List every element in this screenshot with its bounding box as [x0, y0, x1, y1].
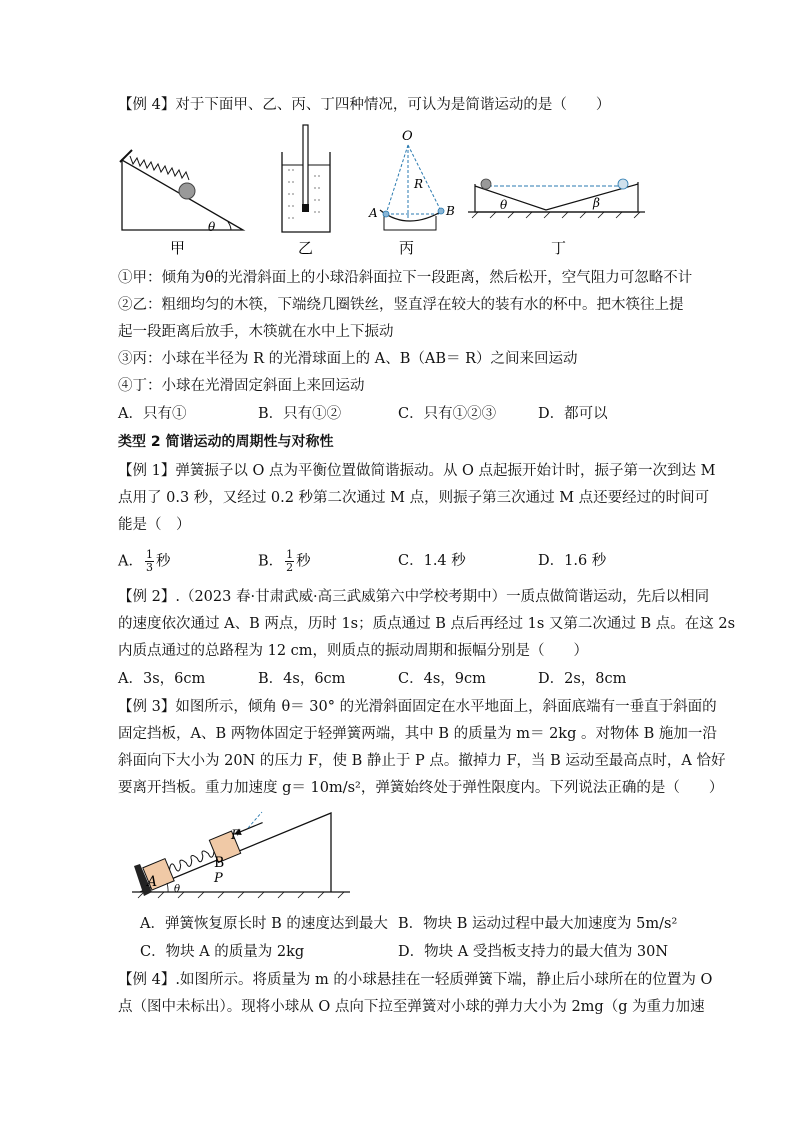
ex2-option-a: A．3s，6cm	[118, 671, 206, 687]
ex4a-item-2: ②乙：粗细均匀的木筷，下端绕几圈铁丝，竖直浮在较大的装有水的杯中。把木筷往上提	[118, 297, 684, 313]
ex2-option-d: D．2s，8cm	[538, 671, 627, 687]
ex4a-item-2-cont: 起一段距离后放手，木筷就在水中上下振动	[118, 324, 394, 340]
ex3-line-2: 固定挡板，A、B 两物体固定于轻弹簧两端，其中 B 的质量为 m＝ 2kg 。对物体 B 施加一沿	[118, 726, 717, 742]
label-yi: 乙	[298, 239, 314, 257]
figure-jia	[120, 150, 243, 257]
ex1-option-b-suffix: 秒	[296, 553, 311, 570]
ex4b-line-2: 点（图中未标出）。现将小球从 O 点向下拉至弹簧对小球的弹力大小为 2mg（g 为重力加速	[118, 999, 705, 1015]
ex1-option-a-suffix: 秒	[155, 553, 171, 570]
ex3-figure	[128, 806, 368, 906]
ex4a-option-c: C．只有①②③	[398, 406, 497, 422]
bing-R: R	[414, 177, 424, 191]
ex3-line-3: 斜面向下大小为 20N 的压力 F，使 B 静止于 P 点。撤掉力 F，当 B 运动至最高点时，A 恰好	[118, 753, 726, 769]
ex4a-option-d: D．都可以	[538, 406, 608, 422]
ex1-line-3: 能是（ ）	[118, 517, 191, 533]
ex3-line-4: 要离开挡板。重力加速度 g＝ 10m/s²，弹簧始终处于弹性限度内。下列说法正确的是（ ）	[118, 780, 724, 796]
ex1-option-b	[258, 549, 311, 574]
ex2-option-b: B．4s，6cm	[258, 671, 346, 687]
ex1-option-a	[118, 549, 170, 574]
ex1-option-b-prefix: B．	[258, 553, 284, 570]
ding-beta: β	[593, 196, 600, 210]
type2-heading: 类型 2 简谐运动的周期性与对称性	[118, 434, 334, 450]
ex1-option-c: C．1.4 秒	[398, 553, 466, 569]
ex4a-item-1: ①甲：倾角为θ的光滑斜面上的小球沿斜面拉下一段距离，然后松开，空气阻力可忽略不计	[118, 270, 693, 286]
ex3-option-d: D．物块 A 受挡板支持力的最大值为 30N	[398, 944, 669, 960]
ex3-fig-theta: θ	[174, 884, 181, 895]
ex3-fig-A: A	[147, 874, 158, 890]
ex2-line-1: 【例 2】.（2023 春·甘肃武威·高三武威第六中学校考期中）一质点做简谐运动，先后以相同	[118, 589, 710, 605]
label-jia: 甲	[170, 239, 186, 257]
ex3-fig-F: F	[231, 828, 241, 843]
label-ding: 丁	[551, 239, 567, 257]
ex4a-item-4: ④丁：小球在光滑固定斜面上来回运动	[118, 378, 365, 394]
figure-yi	[282, 125, 330, 257]
ex2-option-c: C．4s，9cm	[398, 671, 486, 687]
ding-theta: θ	[500, 198, 508, 212]
ex1-option-a-prefix: A．	[118, 553, 143, 570]
ex3-line-1: 【例 3】如图所示，倾角 θ＝ 30° 的光滑斜面固定在水平地面上，斜面底端有一垂直于斜面的	[118, 699, 717, 715]
bing-B: B	[446, 204, 455, 218]
label-bing: 丙	[399, 239, 415, 257]
figure-bing	[368, 129, 455, 257]
ex2-line-3: 内质点通过的总路程为 12 cm，则质点的振动周期和振幅分别是（ ）	[118, 643, 589, 659]
fraction-num: 1	[286, 548, 294, 561]
ex1-line-1: 【例 1】弹簧振子以 O 点为平衡位置做简谐振动。从 O 点起振开始计时，振子第一次到达 M	[118, 463, 716, 479]
ex3-option-c: C．物块 A 的质量为 2kg	[140, 944, 305, 960]
ex4a-option-a: A．只有①	[118, 406, 187, 422]
ex3-fig-B: B	[214, 855, 225, 871]
ex4a-option-b: B．只有①②	[258, 406, 342, 422]
figure-ding	[468, 179, 645, 257]
ex3-option-a: A．弹簧恢复原长时 B 的速度达到最大	[140, 916, 388, 932]
ex4b-line-1: 【例 4】.如图所示。将质量为 m 的小球悬挂在一轻质弹簧下端，静止后小球所在的位置为 O	[118, 972, 713, 988]
ex4a-item-3: ③丙：小球在半径为 R 的光滑球面上的 A、B（AB＝ R）之间来回运动	[118, 351, 578, 367]
fraction-den: 3	[145, 561, 153, 574]
fraction-one-third	[145, 549, 154, 574]
jia-theta: θ	[208, 220, 216, 234]
ex2-line-2: 的速度依次通过 A、B 两点，历时 1s；质点通过 B 点后再经过 1s 又第二次通过 B 点。在这 2s	[118, 616, 736, 632]
ex1-line-2: 点用了 0.3 秒，又经过 0.2 秒第二次通过 M 点，则振子第三次通过 M 点还要经过的时间可	[118, 490, 710, 506]
fraction-num: 1	[145, 548, 153, 561]
ex4a-question: 【例 4】对于下面甲、乙、丙、丁四种情况，可认为是简谐运动的是（ ）	[118, 97, 611, 113]
ex3-fig-P: P	[214, 871, 223, 886]
ex1-option-d: D．1.6 秒	[538, 553, 607, 569]
bing-A: A	[369, 206, 378, 220]
ex4a-figure	[110, 120, 670, 260]
bing-O: O	[402, 129, 413, 144]
ex3-option-b: B．物块 B 运动过程中最大加速度为 5m/s²	[398, 916, 678, 932]
fraction-den: 2	[286, 561, 294, 574]
fraction-one-half	[285, 549, 294, 574]
